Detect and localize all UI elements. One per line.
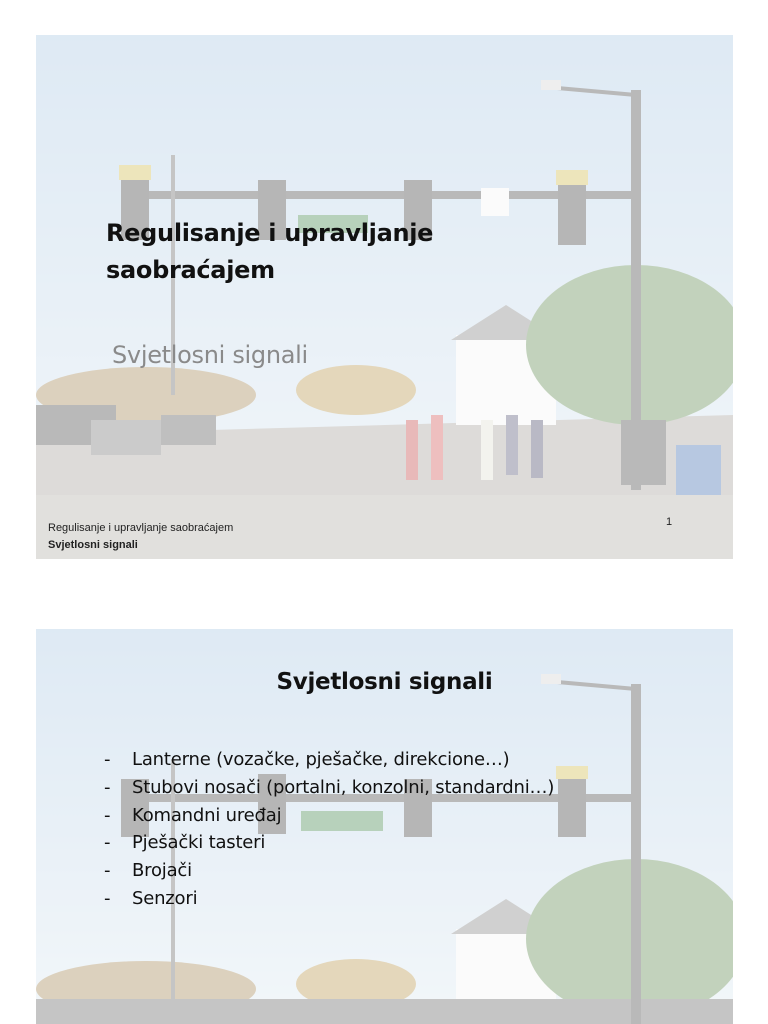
list-item <box>104 774 554 802</box>
list-item-text: Komandni uređaj <box>132 804 282 826</box>
slide-title: Regulisanje i upravljanje saobraćajem <box>106 219 434 284</box>
list-item <box>104 829 554 857</box>
photo-wash-overlay <box>36 35 733 559</box>
list-item-text: Senzori <box>132 887 198 909</box>
list-item-text: Lanterne (vozačke, pješačke, direkcione…) <box>132 749 510 770</box>
bullet-marker: - <box>104 832 111 854</box>
list-item <box>104 802 554 830</box>
bullet-marker: - <box>104 749 111 770</box>
bullet-marker: - <box>104 887 111 909</box>
list-item-text: Pješački tasteri <box>132 832 266 854</box>
list-item-text: Brojači <box>132 860 192 882</box>
slide-subtitle: Svjetlosni signali <box>112 341 308 369</box>
bullet-marker: - <box>104 860 111 882</box>
footer-topic: Svjetlosni signali <box>48 539 138 551</box>
slide-title: Svjetlosni signali <box>276 669 493 695</box>
list-item <box>104 885 554 913</box>
list-item-text: Stubovi nosači (portalni, konzolni, standardni…) <box>132 776 555 798</box>
list-item <box>104 857 554 885</box>
bullet-marker: - <box>104 804 111 826</box>
slide-1 <box>36 35 733 559</box>
slide-number: 1 <box>666 516 673 528</box>
list-item <box>104 746 554 774</box>
bullet-list <box>104 746 554 913</box>
slide-2 <box>36 629 733 1024</box>
footer-course-title: Regulisanje i upravljanje saobraćajem <box>48 522 234 534</box>
bullet-marker: - <box>104 776 111 798</box>
